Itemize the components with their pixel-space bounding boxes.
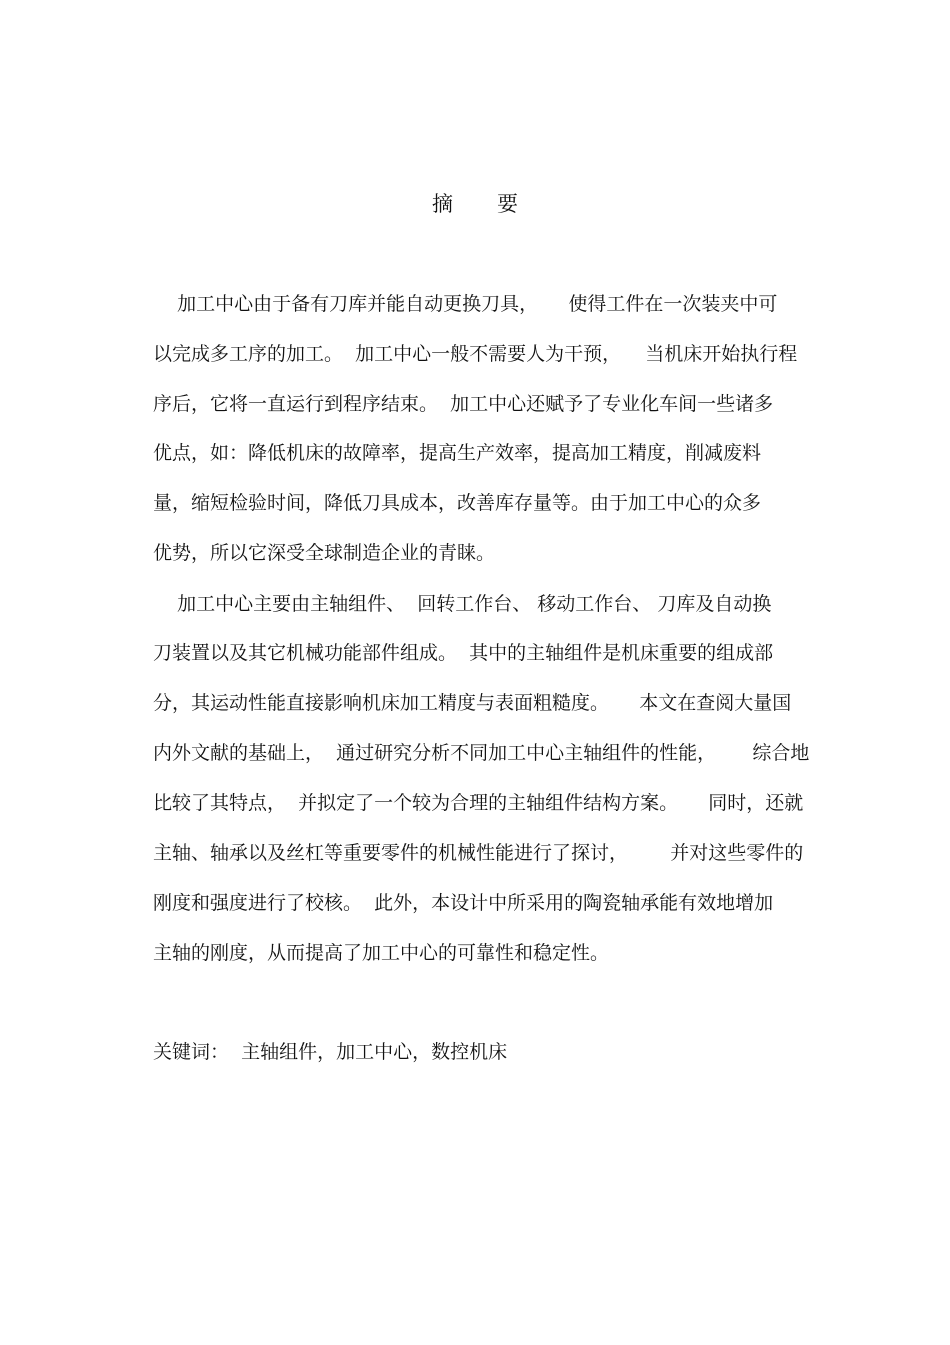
abstract-line: 以完成多工序的加工。 加工中心一般不需要人为干预， 当机床开始执行程 <box>153 343 798 365</box>
abstract-line: 内外文献的基础上， 通过研究分析不同加工中心主轴组件的性能， 综合地 <box>153 742 810 764</box>
abstract-line: 优点，如：降低机床的故障率，提高生产效率，提高加工精度，削减废料 <box>153 442 762 464</box>
abstract-line: 量，缩短检验时间，降低刀具成本，改善库存量等。由于加工中心的众多 <box>153 492 762 514</box>
abstract-line: 分，其运动性能直接影响机床加工精度与表面粗糙度。 本文在查阅大量国 <box>153 692 792 714</box>
abstract-line: 加工中心主要由主轴组件、 回转工作台、 移动工作台、 刀库及自动换 <box>153 593 772 615</box>
abstract-line: 刚度和强度进行了校核。 此外，本设计中所采用的陶瓷轴承能有效地增加 <box>153 892 774 914</box>
abstract-line: 序后，它将一直运行到程序结束。 加工中心还赋予了专业化车间一些诸多 <box>153 393 774 415</box>
title-char-2: 要 <box>497 192 518 216</box>
abstract-line: 加工中心由于备有刀库并能自动更换刀具， 使得工件在一次装夹中可 <box>153 293 778 315</box>
abstract-line: 主轴的刚度，从而提高了加工中心的可靠性和稳定性。 <box>153 942 610 964</box>
abstract-line: 主轴、轴承以及丝杠等重要零件的机械性能进行了探讨， 并对这些零件的 <box>153 842 804 864</box>
abstract-line: 比较了其特点， 并拟定了一个较为合理的主轴组件结构方案。 同时，还就 <box>153 792 804 814</box>
page-title <box>0 188 950 218</box>
abstract-line: 刀装置以及其它机械功能部件组成。 其中的主轴组件是机床重要的组成部 <box>153 642 774 664</box>
keywords-line: 关键词： 主轴组件，加工中心，数控机床 <box>153 1041 508 1063</box>
abstract-line: 优势，所以它深受全球制造企业的青睐。 <box>153 542 496 564</box>
title-char-1: 摘 <box>432 192 453 216</box>
